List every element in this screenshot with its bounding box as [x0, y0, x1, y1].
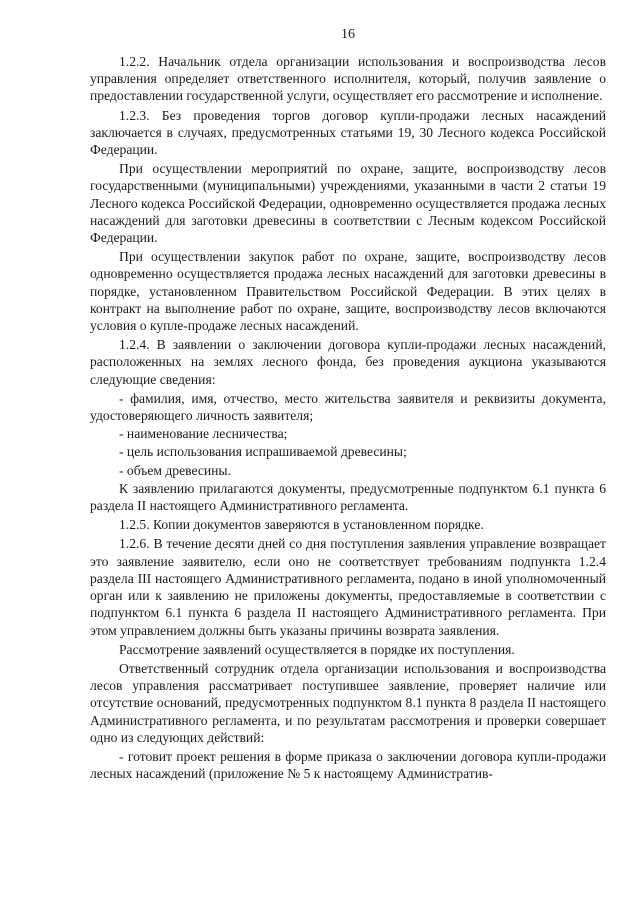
paragraph-1-2-5: 1.2.5. Копии документов заверяются в установленном порядке.: [119, 517, 484, 533]
paragraph-responsible-officer: Ответственный сотрудник отдела организации использования и воспроизводства лесов управления рассматривает поступившее заявление, проверяет наличие или отсутствие оснований, предусмотренных подпунктом 8.1 пункта 8 раздела II настоящего Административного регламента, и по результатам рассмотрения и проверки совершает одно из следующих действий:: [90, 660, 606, 745]
paragraph-protection-measures: При осуществлении мероприятий по охране, защите, воспроизводству лесов государственными (муниципальными) учреждениями, указанными в части 2 статьи 19 Лесного кодекса Российской Федерации, одновременно осуществляется продажа лесных насаждений для заготовки древесины в соответствии с Лесным кодексом Российской Федерации.: [90, 161, 606, 246]
list-item: - объем древесины.: [119, 462, 231, 478]
list-item: - фамилия, имя, отчество, место жительства заявителя и реквизиты документа, удостоверяющего личность заявителя;: [90, 390, 606, 424]
list-item: - наименование лесничества;: [119, 426, 288, 442]
list-item: - цель использования испрашиваемой древесины;: [119, 444, 407, 460]
paragraph-prepare-draft: - готовит проект решения в форме приказа о заключении договора купли-продажи лесных насаждений (приложение № 5 к настоящему Административ-: [90, 748, 606, 782]
paragraph-1-2-6: 1.2.6. В течение десяти дней со дня поступления заявления управление возвращает это заявление заявителю, если оно не соответствует требованиям подпункта 1.2.4 раздела III настоящего Административного регламента, подано в иной уполномоченный орган или к заявлению не приложены документы, предоставляемые в соответствии с подпунктом 6.1 пункта 6 раздела II настоящего Административного регламента. При этом управлением должны быть указаны причины возврата заявления.: [90, 536, 606, 638]
paragraph-1-2-4: 1.2.4. В заявлении о заключении договора купли-продажи лесных насаждений, расположенных на землях лесного фонда, без проведения аукциона указываются следующие сведения:: [90, 337, 606, 387]
page-number: 16: [341, 27, 355, 42]
paragraph-procurement: При осуществлении закупок работ по охране, защите, воспроизводству лесов одновременно осуществляется продажа лесных насаждений для заготовки древесины в порядке, установленном Правительством Российской Федерации. В этих целях в контракт на выполнение работ по охране, защите, воспроизводству лесов включаются условия о купле-продаже лесных насаждений.: [90, 249, 606, 334]
paragraph-review-order: Рассмотрение заявлений осуществляется в порядке их поступления.: [119, 641, 515, 657]
paragraph-1-2-3: 1.2.3. Без проведения торгов договор купли-продажи лесных насаждений заключается в случаях, предусмотренных статьями 19, 30 Лесного кодекса Российской Федерации.: [90, 107, 606, 158]
paragraph-1-2-2: 1.2.2. Начальник отдела организации использования и воспроизводства лесов управления определяет ответственного исполнителя, который, получив заявление о предоставлении государственной услуги, осуществляет его рассмотрение и исполнение.: [90, 54, 606, 104]
paragraph-attachments: К заявлению прилагаются документы, предусмотренные подпунктом 6.1 пункта 6 раздела II настоящего Административного регламента.: [90, 480, 606, 514]
